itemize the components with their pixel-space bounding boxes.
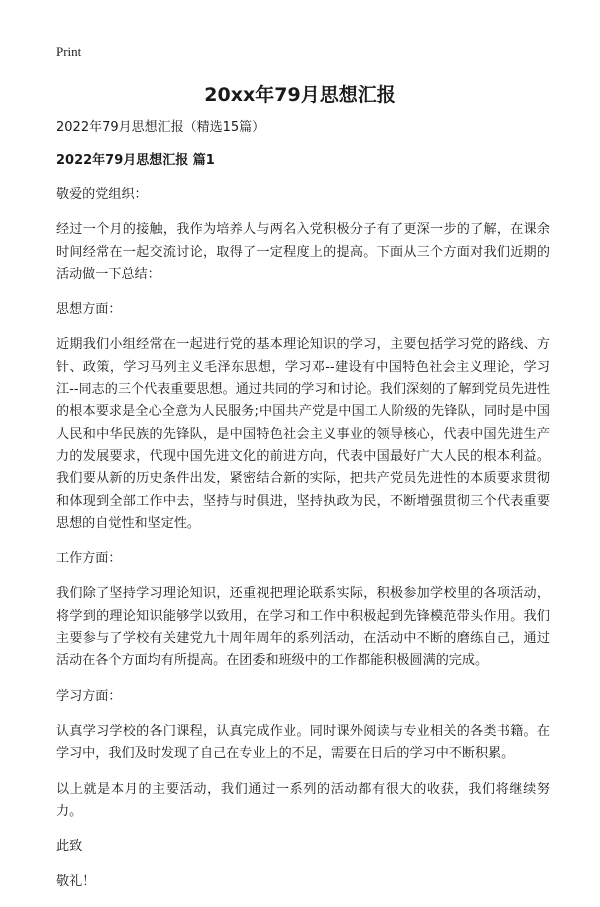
print-link[interactable]: Print	[56, 44, 82, 59]
thought-paragraph: 近期我们小组经常在一起进行党的基本理论知识的学习，主要包括学习党的路线、方针、政策，学习马列主义毛泽东思想，学习邓--建设有中国特色社会主义理论，学习江--同志的三个代表重要思想。通过共同的学习和讨论。我们深刻的了解到党员先进性的根本要求是全心全意为人民服务;中国共产党是中国工人阶级的先锋队，同时是中国人民和中华民族的先锋队，是中国特色社会主义事业的领导核心，代表中国先进生产力的发展要求，代现中国先进文化的前进方向，代表中国最好广大人民的根本利益。我们要从新的历史条件出发，紧密结合新的实际，把共产党员先进性的本质要求贯彻和体现到全部工作中去，坚持与时俱进，坚持执政为民，不断增强贯彻三个代表重要思想的自觉性和坚定性。	[56, 337, 550, 531]
study-heading: 学习方面：	[56, 688, 122, 704]
document-title: 20xx年79月思想汇报	[204, 84, 396, 106]
closing-salute: 敬礼！	[56, 874, 96, 890]
section-heading: 2022年79月思想汇报 篇1	[56, 153, 215, 168]
intro-paragraph: 经过一个月的接触，我作为培养人与两名入党积极分子有了更深一步的了解，在课余时间经常在一起交流讨论，取得了一定程度上的提高。下面从三个方面对我们近期的活动做一下总结：	[56, 222, 550, 282]
salutation: 敬爱的党组织：	[56, 187, 148, 202]
summary-paragraph: 以上就是本月的主要活动，我们通过一系列的活动都有很大的收获，我们将继续努力。	[56, 781, 550, 819]
thought-heading: 思想方面：	[56, 302, 122, 318]
work-heading: 工作方面：	[56, 551, 122, 567]
document-body	[56, 118, 550, 907]
study-paragraph: 认真学习学校的各门课程，认真完成作业。同时课外阅读与专业相关的各类书籍。在学习中，我们及时发现了自己在专业上的不足，需要在日后的学习中不断积累。	[56, 723, 550, 762]
closing-line: 此致	[56, 839, 83, 855]
work-paragraph: 我们除了坚持学习理论知识，还重视把理论联系实际，积极参加学校里的各项活动，将学到的理论知识能够学以致用，在学习和工作中积极起到先锋模范带头作用。我们主要参与了学校有关建党九十周年周年的系列活动，在活动中不断的磨练自己，通过活动在各个方面均有所提高。在团委和班级中的工作都能积极圆满的完成。	[56, 586, 550, 669]
document-subtitle: 2022年79月思想汇报（精选15篇）	[56, 120, 266, 135]
